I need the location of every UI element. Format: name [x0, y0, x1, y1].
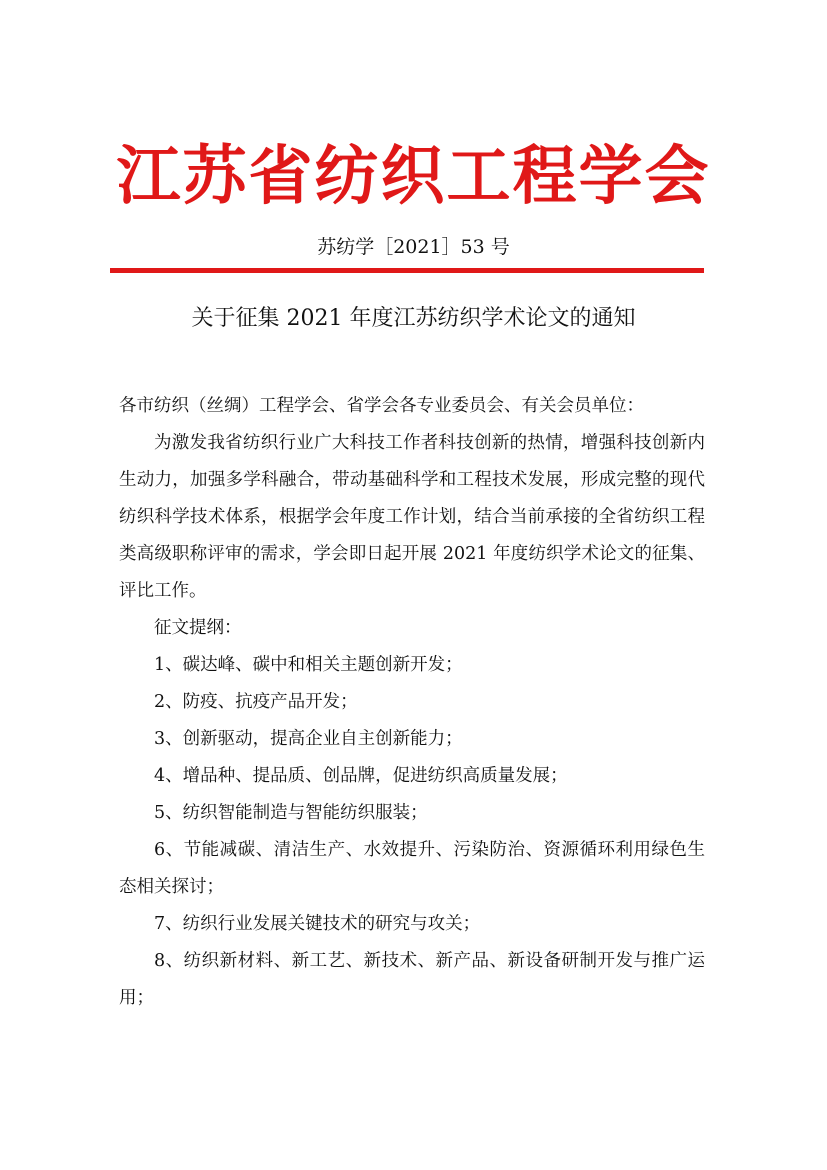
letterhead-divider: [110, 268, 704, 273]
salutation: 各市纺织（丝绸）工程学会、省学会各专业委员会、有关会员单位：: [119, 396, 644, 416]
list-item: 2、防疫、抗疫产品开发；: [154, 692, 358, 712]
list-item: 1、碳达峰、碳中和相关主题创新开发；: [154, 655, 463, 675]
list-item: 7、纺织行业发展关键技术的研究与攻关；: [154, 914, 481, 934]
organization-letterhead: 江苏省纺织工程学会: [116, 139, 711, 214]
list-item: 3、创新驱动，提高企业自主创新能力；: [154, 729, 463, 749]
list-item: 6、节能减碳、清洁生产、水效提升、污染防治、资源循环利用绿色生态相关探讨；: [119, 840, 705, 897]
document-number: 苏纺学［2021］53 号: [317, 236, 510, 258]
outline-heading: 征文提纲：: [154, 618, 242, 638]
intro-paragraph: 为激发我省纺织行业广大科技工作者科技创新的热情，增强科技创新内生动力，加强多学科融合，带动基础科学和工程技术发展，形成完整的现代纺织科学技术体系，根据学会年度工作计划，结合当前承接的全省纺织工程类高级职称评审的需求，学会即日起开展 2021 年度纺织学术论文的征集、评比工作。: [119, 433, 705, 601]
notice-body: [119, 388, 705, 1017]
list-item: 8、纺织新材料、新工艺、新技术、新产品、新设备研制开发与推广运用；: [119, 951, 705, 1008]
list-item: 5、纺织智能制造与智能纺织服装；: [154, 803, 428, 823]
list-item: 4、增品种、提品质、创品牌，促进纺织高质量发展；: [154, 766, 568, 786]
notice-title: 关于征集 2021 年度江苏纺织学术论文的通知: [191, 306, 636, 331]
